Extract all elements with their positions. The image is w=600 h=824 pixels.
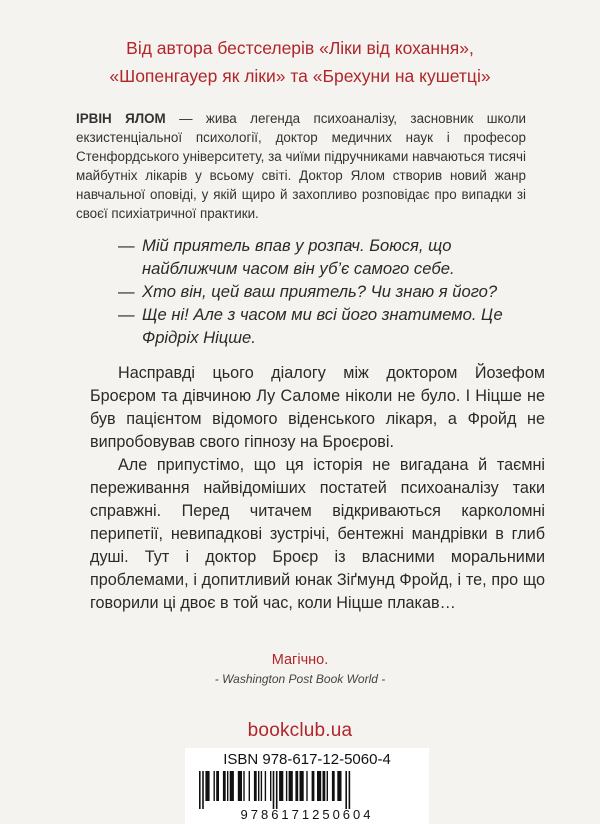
dialogue-dash: — — [118, 236, 135, 255]
barcode-bar — [286, 771, 287, 801]
barcode-bar — [238, 771, 242, 801]
barcode-icon — [191, 771, 423, 809]
review-quote-text: Магічно. — [271, 652, 329, 668]
barcode-bar — [306, 771, 307, 801]
barcode-bar — [230, 771, 234, 801]
barcode-bar — [323, 771, 326, 801]
dialogue-text: Хто він, цей ваш приятель? Чи знаю я його? — [142, 282, 498, 301]
barcode-bar — [345, 771, 347, 809]
synopsis-paragraph-2: Але припустімо, що ця історія не вигадана й таємні переживання найвідоміших постатей психоаналізу таки справжні. Перед читачем відкриваються карколомні перипетії, невипадкові зустрічі, бентежні мандрівки в глиб душі. Тут і доктор Броєр із власними моральними проблемами, і допитливий юнак Зіґмунд Фройд, і те, про що говорили ці двоє в той час, коли Ніцше плакав… — [90, 456, 545, 612]
author-bestsellers-tagline — [0, 34, 600, 90]
dialogue-line — [118, 234, 550, 280]
barcode-bar — [295, 771, 298, 801]
dialogue-dash: — — [118, 282, 135, 301]
barcode-bar — [258, 771, 259, 801]
barcode-bar — [254, 771, 257, 801]
barcode-bar — [327, 771, 328, 801]
barcode-bar — [227, 771, 228, 801]
barcode-bar — [216, 771, 219, 801]
barcode-bar — [337, 771, 341, 801]
barcode-bar — [317, 771, 321, 801]
barcode-bar — [312, 771, 315, 801]
synopsis-paragraph-1: Насправді цього діалогу між доктором Йозефом Броєром та дівчиною Лу Саломе ніколи не було. І Ніцше не був пацієнтом відомого віденського лікаря, а Фройд не випробовував свого гіпнозу на Броєрові. — [90, 364, 545, 451]
barcode-bar — [289, 771, 293, 801]
dialogue-text: Ще ні! Але з часом ми всі його знатимемо. Це Фрідріх Ніцше. — [142, 305, 503, 347]
barcode-block — [185, 748, 429, 824]
review-quote — [0, 650, 600, 688]
barcode-bar — [270, 771, 271, 801]
barcode-bar — [332, 771, 335, 801]
dialogue-line — [118, 280, 550, 303]
barcode-bar — [261, 771, 262, 801]
barcode-bar — [214, 771, 215, 801]
barcode-bar — [279, 771, 283, 801]
barcode-bar — [202, 771, 204, 809]
barcode-digits: 9786171250604 — [240, 807, 374, 822]
barcode-bar — [349, 771, 351, 809]
tagline-line-2: «Шопенгауер як ліки» та «Брехуни на кушетці» — [109, 66, 491, 86]
barcode-bar — [199, 771, 201, 809]
synopsis — [90, 362, 545, 615]
publisher-website: bookclub.ua — [247, 720, 353, 741]
barcode-bar — [265, 771, 266, 801]
review-quote-source: - Washington Post Book World - — [214, 672, 386, 686]
barcode-bar — [249, 771, 250, 801]
barcode-bar — [276, 771, 278, 809]
author-bio-text: — жива легенда психоаналізу, засновник школи екзистенціальної психології, доктор медичних наук і професор Стенфордського університету, за чиїми підручниками навчаються тисячі майбутніх лікарів у всьому світі. Доктор Ялом створив новий жанр навчальної оповіді, у якій щиро й захопливо розповідає про випадки зі своєї психіатричної практики. — [76, 111, 526, 221]
barcode-bar — [243, 771, 244, 801]
dialogue-line — [118, 303, 550, 349]
tagline-line-1: Від автора бестселерів «Ліки від кохання», — [126, 38, 474, 58]
barcode-bar — [273, 771, 275, 809]
dialogue-text: Мій приятель впав у розпач. Боюся, що найближчим часом він уб’є самого себе. — [142, 236, 455, 278]
isbn-number: ISBN 978-617-12-5060-4 — [223, 751, 391, 768]
barcode-bar — [223, 771, 226, 801]
author-bio — [76, 109, 526, 223]
barcode-bar — [300, 771, 304, 801]
author-name: ІРВІН ЯЛОМ — [76, 111, 166, 126]
dialogue-excerpt — [118, 234, 550, 349]
barcode-bar — [205, 771, 209, 801]
dialogue-dash: — — [118, 305, 135, 324]
